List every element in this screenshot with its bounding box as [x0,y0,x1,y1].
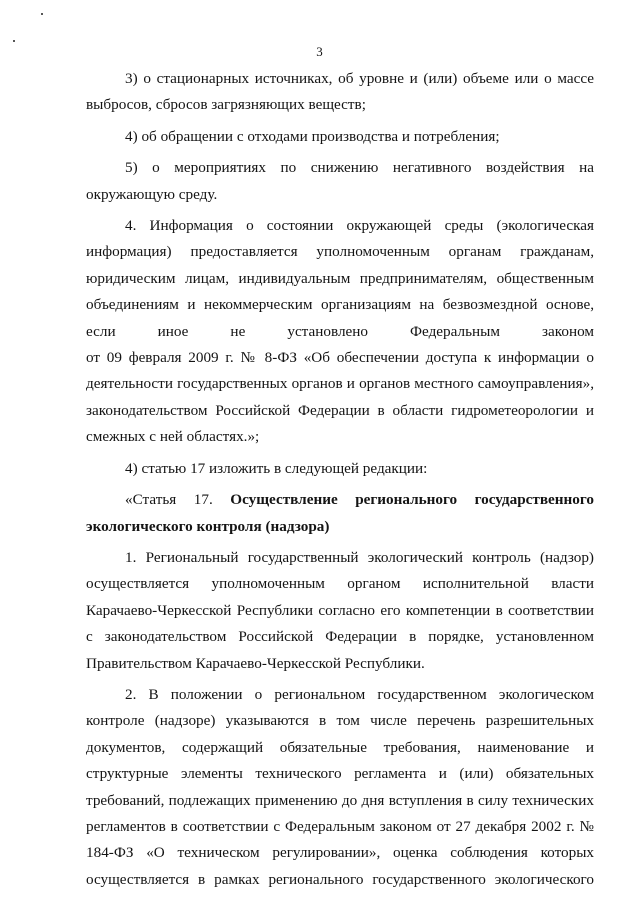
scan-speck [41,13,43,15]
paragraph: 4. Информация о состоянии окружающей среды (экологическая информация) предоставляется уполномоченным органам гражданам, юридическим лицам, индивидуальным предпринимателям, общественным объединениям и некоммерческим организациям на безвозмездной основе, если иное не установлено Федеральным законом [86,217,594,340]
page-number: 3 [316,44,323,59]
article-heading [86,487,594,540]
document-body [86,66,594,893]
scan-speck [13,40,15,42]
paragraph: от 09 февраля 2009 г. № 8-ФЗ «Об обеспечении доступа к информации о деятельности государственных органов и органов местного самоуправления», законодательством Российской Федерации в области гидрометеорологии и смежных с ней областях.»; [86,349,594,446]
article-title: Осуществление регионального государственного экологического контроля (надзора) [86,491,595,535]
article-prefix: «Статья 17. [125,491,231,509]
paragraph: 3) о стационарных источниках, об уровне и (или) объеме или о массе выбросов, сбросов загрязняющих веществ; [86,70,594,114]
paragraph: 5) о мероприятиях по снижению негативного воздействия на окружающую среду. [86,159,594,203]
paragraph: 4) статью 17 изложить в следующей редакции: [125,459,428,477]
paragraph: 4) об обращении с отходами производства и потребления; [125,127,500,145]
paragraph: 1. Региональный государственный экологический контроль (надзор) осуществляется уполномоченным органом исполнительной власти Карачаево-Черкесской Республики согласно его компетенции в соответствии с законодательством Российской Федерации в порядке, установленном Правительством Карачаево-Черкесской Республики. [86,548,594,672]
paragraph: 2. В положении о региональном государственном экологическом контроле (надзоре) указываются в том числе перечень разрешительных документов, содержащий обязательные требования, наименование и структурные элементы технического регламента и (или) обязательных требований, подлежащих применению до дня вступления в силу технических регламентов в соответствии с Федеральным законом от 27 декабря 2002 г. № 184-ФЗ «О техническом регулировании», оценка соблюдения которых осуществляется в рамках регионального государственного экологического [86,685,594,888]
